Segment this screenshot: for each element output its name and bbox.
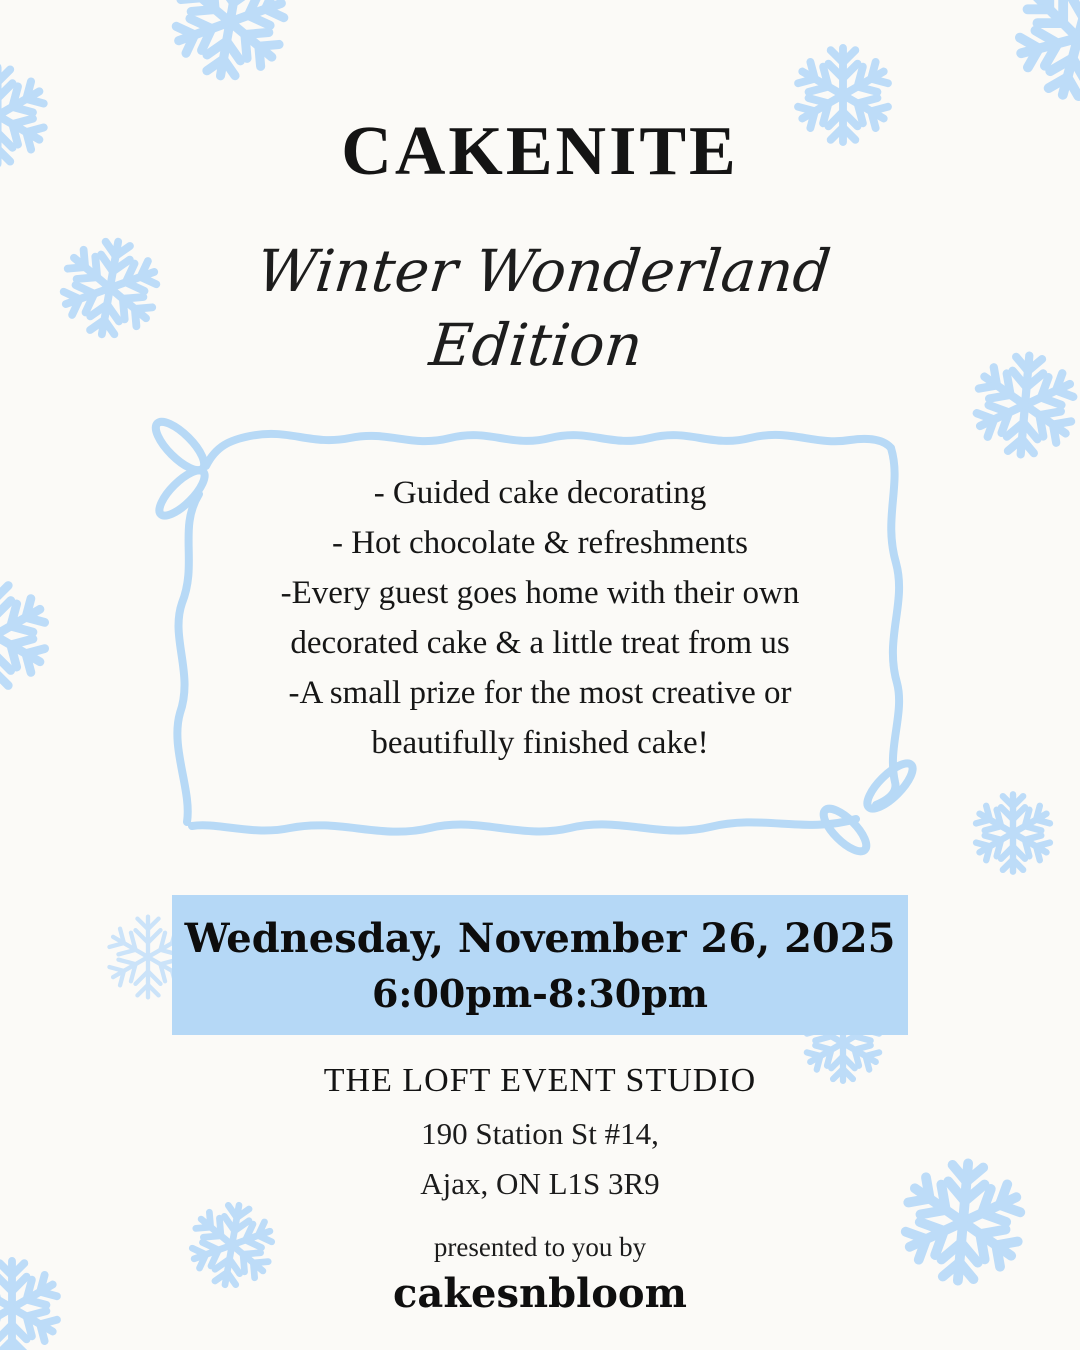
brand-name: cakesnbloom <box>393 1270 687 1317</box>
presented-by-label: presented to you by <box>433 1232 647 1262</box>
snowflake-icon <box>165 0 295 87</box>
detail-line: beautifully finished cake! <box>371 725 709 761</box>
banner-time: 6:00pm-8:30pm <box>371 971 709 1016</box>
detail-line: - Guided cake decorating <box>373 475 707 511</box>
snowflake-icon <box>1008 0 1080 108</box>
subtitle-line-2: Edition <box>426 311 646 379</box>
event-date-banner <box>172 895 908 1035</box>
detail-line: -A small prize for the most creative or <box>288 675 792 711</box>
event-details-list <box>0 468 1080 768</box>
snowflake-icon <box>967 787 1059 879</box>
subtitle <box>0 234 1080 382</box>
banner-date: Wednesday, November 26, 2025 <box>184 915 896 962</box>
venue-address-line-2: Ajax, ON L1S 3R9 <box>420 1166 660 1201</box>
venue-address-line-1: 190 Station St #14, <box>421 1116 659 1151</box>
detail-line: - Hot chocolate & refreshments <box>331 525 748 561</box>
detail-line: decorated cake & a little treat from us <box>290 625 790 661</box>
detail-line: -Every guest goes home with their own <box>280 575 800 611</box>
page-title: CAKENITE <box>341 113 739 190</box>
subtitle-line-1: Winter Wonderland <box>253 237 834 305</box>
venue-name: THE LOFT EVENT STUDIO <box>323 1062 757 1099</box>
